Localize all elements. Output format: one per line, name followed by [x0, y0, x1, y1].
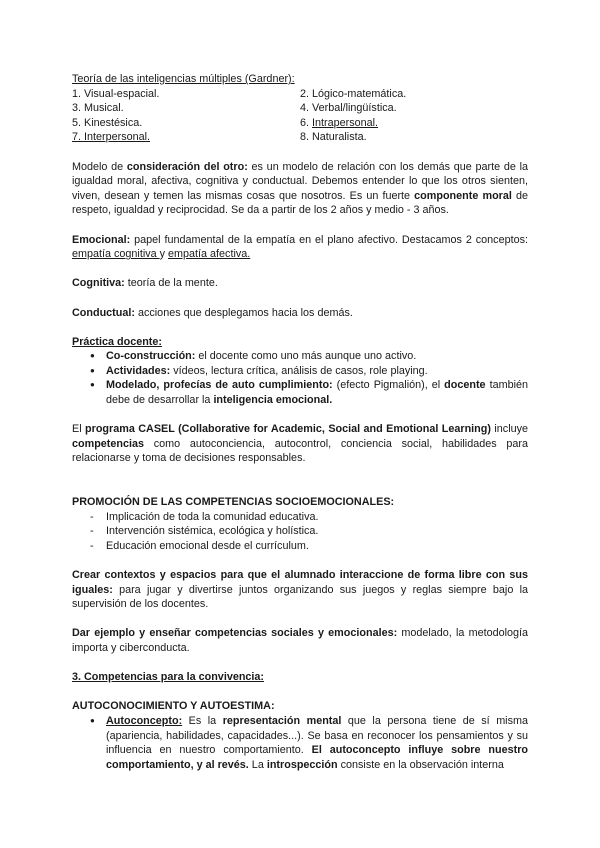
bold-term: El autoconcepto influye sobre nuestro comportamiento, y al revés. [106, 744, 528, 771]
bold-term: Autoconcepto: [106, 714, 183, 727]
bold-term: docente [444, 379, 486, 392]
text-run: también debe de desarrollar la [106, 379, 528, 407]
text-run: para jugar y divertirse juntos organizando sus juegos y reglas siempre bajo la supervisión de los docentes. [72, 583, 528, 611]
bold-term: Conductual: [72, 306, 135, 319]
promocion-list [72, 510, 528, 554]
text-run: modelado, la metodología importa y ciberconducta. [72, 627, 529, 654]
text-run: consiste en la observación interna [337, 758, 504, 771]
bold-term: introspección [266, 758, 338, 771]
bold-term: competencias [72, 437, 145, 450]
text-run: como autoconciencia, autocontrol, conciencia social, habilidades para relacionarse y toma de decisiones responsables. [72, 437, 528, 465]
list-item [72, 714, 528, 772]
intelligence-item: 8. Naturalista. [300, 131, 367, 144]
practica-title: Práctica docente: [72, 335, 163, 348]
intelligences-left-column [72, 87, 300, 145]
bold-term: Cognitiva: [72, 277, 125, 290]
dar-paragraph [72, 626, 528, 655]
intelligence-item [300, 116, 528, 131]
text-run: vídeos, lectura crítica, análisis de casos, role playing. [170, 364, 428, 377]
intelligence-item: 4. Verbal/lingüística. [300, 102, 397, 115]
text-run: de respeto, igualdad y reciprocidad. Se da a partir de los 2 años y medio - 3 años. [72, 189, 528, 217]
intelligence-number: 6. [300, 116, 313, 129]
intelligence-label: Intrapersonal. [312, 116, 379, 129]
text-run: el docente como uno más aunque uno activo. [195, 350, 417, 363]
text-run: incluye [490, 423, 528, 436]
bold-term: representación mental [222, 714, 342, 727]
autoconocimiento-title: AUTOCONOCIMIENTO Y AUTOESTIMA: [72, 700, 275, 713]
promocion-title: PROMOCIÓN DE LAS COMPETENCIAS SOCIOEMOCIONALES: [72, 496, 395, 509]
bold-term: consideración del otro: [126, 160, 248, 173]
casel-paragraph [72, 422, 528, 466]
list-item [72, 378, 528, 407]
theory-title: Teoría de las inteligencias múltiples (Gardner): [72, 73, 295, 85]
intelligence-item: 7. Interpersonal. [72, 131, 151, 144]
bold-term: Modelado, profecías de auto cumplimiento: [106, 379, 333, 392]
list-item: - Implicación de toda la comunidad educativa. [72, 510, 528, 525]
text-run: teoría de la mente. [124, 277, 218, 290]
bold-term: Dar ejemplo y enseñar competencias sociales y emocionales: [72, 627, 398, 640]
text-run: y [159, 248, 169, 261]
list-item: - Intervención sistémica, ecológica y holística. [72, 524, 528, 539]
list-item [72, 349, 528, 364]
cognitiva-paragraph [72, 276, 528, 291]
text-run: es un modelo de relación con los demás que parte de la igualdad moral, afectiva, cognitiva y conductual. Debemos entender lo que los otros sienten, viven, desean y temen las mismas cosas que nosotros. Es un fuerte [72, 160, 529, 202]
intelligence-item: 2. Lógico-matemática. [300, 87, 407, 100]
section-3-title: 3. Competencias para la convivencia: [72, 671, 265, 684]
practica-list [72, 349, 528, 407]
document-body [72, 72, 528, 772]
intelligences-list [72, 87, 528, 145]
list-item [72, 364, 528, 379]
bold-term: programa CASEL (Collaborative for Academic, Social and Emotional Learning) [85, 423, 491, 436]
conductual-paragraph [72, 306, 528, 321]
bold-term: Actividades: [106, 364, 171, 377]
intelligence-item: 3. Musical. [72, 102, 124, 115]
intelligence-item: 1. Visual-espacial. [72, 87, 160, 100]
text-run: acciones que desplegamos hacia los demás. [134, 306, 353, 319]
text-run: (efecto Pigmalión), el [332, 379, 445, 392]
text-run: Modelo de [72, 160, 127, 173]
bold-term: Emocional: [72, 233, 131, 246]
bold-term: inteligencia emocional. [213, 394, 333, 407]
bold-term: Co-construcción: [106, 350, 196, 363]
text-run: que la persona tiene de sí misma (apariencia, habilidades, capacidades...). Se basa en reconocer los pensamientos y su influencia en nuestro comportamiento. [106, 714, 528, 757]
intelligence-item: 5. Kinestésica. [72, 116, 143, 129]
bold-term: Crear contextos y espacios para que el alumnado interaccione de forma libre con sus iguales: [72, 569, 528, 596]
intelligences-right-column [300, 87, 528, 145]
modelo-paragraph [72, 160, 528, 218]
bold-term: componente moral [414, 189, 512, 202]
underlined-term: empatía cognitiva [72, 248, 160, 261]
crear-paragraph [72, 568, 528, 612]
list-item: - Educación emocional desde el currículum. [72, 539, 528, 554]
text-run: La [248, 758, 267, 771]
emocional-paragraph [72, 233, 528, 262]
text-run: Es la [182, 714, 223, 727]
underlined-term: empatía afectiva. [168, 248, 251, 261]
text-run: papel fundamental de la empatía en el plano afectivo. Destacamos 2 conceptos: [130, 233, 528, 246]
text-run: El [72, 423, 86, 436]
autoconocimiento-list [72, 714, 528, 772]
